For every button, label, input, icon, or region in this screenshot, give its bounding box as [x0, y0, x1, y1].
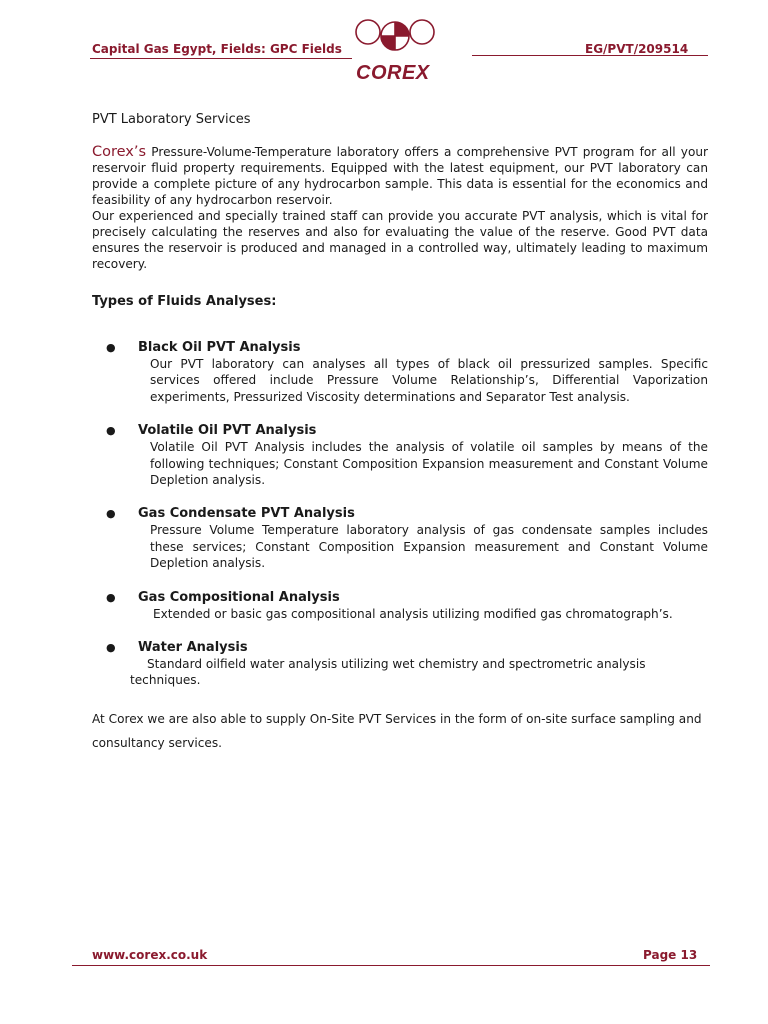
list-item — [92, 423, 708, 488]
corex-logo-text: COREX — [356, 62, 430, 84]
header-rule-left — [90, 58, 352, 59]
list-item — [92, 340, 708, 405]
list-item — [92, 506, 708, 571]
header-document-title: Capital Gas Egypt, Fields: GPC Fields — [92, 42, 342, 56]
list-item — [92, 590, 708, 622]
bullet-icon: ● — [106, 507, 116, 521]
analysis-description: Volatile Oil PVT Analysis includes the analysis of volatile oil samples by means of the following techniques; Constant Composition Expansion measurement and Constant Volume Depletion analysis. — [150, 440, 708, 488]
analysis-title: Water Analysis — [138, 640, 248, 656]
footer-page-number: Page 13 — [643, 948, 698, 962]
analysis-description: Our PVT laboratory can analyses all types of black oil pressurized samples. Specific services offered include Pressure Volume Relationship’s, Differential Vaporization experiments, Pressurized Viscosity determinations and Separator Test analysis. — [150, 357, 708, 404]
bullet-icon: ● — [106, 590, 116, 604]
brand-name: Corex’s — [92, 144, 147, 160]
analysis-description: Extended or basic gas compositional analysis utilizing modified gas chromatograph’s. — [153, 606, 673, 621]
list-item — [92, 640, 708, 689]
analysis-title: Black Oil PVT Analysis — [138, 340, 301, 355]
bullet-icon: ● — [106, 341, 116, 354]
analyses-list — [92, 340, 708, 689]
header-rule-right — [472, 55, 708, 56]
analysis-title: Gas Condensate PVT Analysis — [138, 506, 355, 522]
analysis-description: Pressure Volume Temperature laboratory analysis of gas condensate samples includes these services; Constant Composition Expansion measurement and Constant Volume Depletion analysis. — [150, 523, 708, 571]
corex-logo-mark-icon — [348, 14, 442, 66]
bullet-icon: ● — [106, 641, 116, 655]
analysis-title: Volatile Oil PVT Analysis — [138, 423, 317, 439]
bullet-icon: ● — [106, 424, 116, 438]
section-title: PVT Laboratory Services — [92, 112, 251, 127]
intro-paragraph-1-text: Pressure-Volume-Temperature laboratory offers a comprehensive PVT program for all your reservoir fluid property requirements. Equipped with the latest equipment, our PVT laboratory can provide a complete picture of any hydrocarbon sample. This data is essential for the economics and feasibility of any hydrocarbon reservoir. — [92, 145, 708, 207]
analysis-description: Standard oilfield water analysis utilizing wet chemistry and spectrometric analysis techniques. — [130, 657, 646, 688]
intro-paragraph-2: Our experienced and specially trained staff can provide you accurate PVT analysis, which is vital for precisely calculating the reserves and also for evaluating the value of the reserve. Good PVT data ensures the reservoir is produced and managed in a controlled way, ultimately leading to maximum recovery. — [92, 209, 708, 271]
analysis-title: Gas Compositional Analysis — [138, 589, 340, 605]
footer-rule — [72, 965, 710, 966]
intro-paragraph-1 — [92, 144, 708, 208]
closing-paragraph: At Corex we are also able to supply On-Site PVT Services in the form of on-site surface sampling and consultancy services. — [92, 711, 702, 750]
types-heading: Types of Fluids Analyses: — [92, 294, 277, 309]
page-content — [92, 112, 708, 755]
header-document-code: EG/PVT/209514 — [585, 42, 689, 56]
footer-website-link[interactable]: www.corex.co.uk — [92, 948, 208, 962]
